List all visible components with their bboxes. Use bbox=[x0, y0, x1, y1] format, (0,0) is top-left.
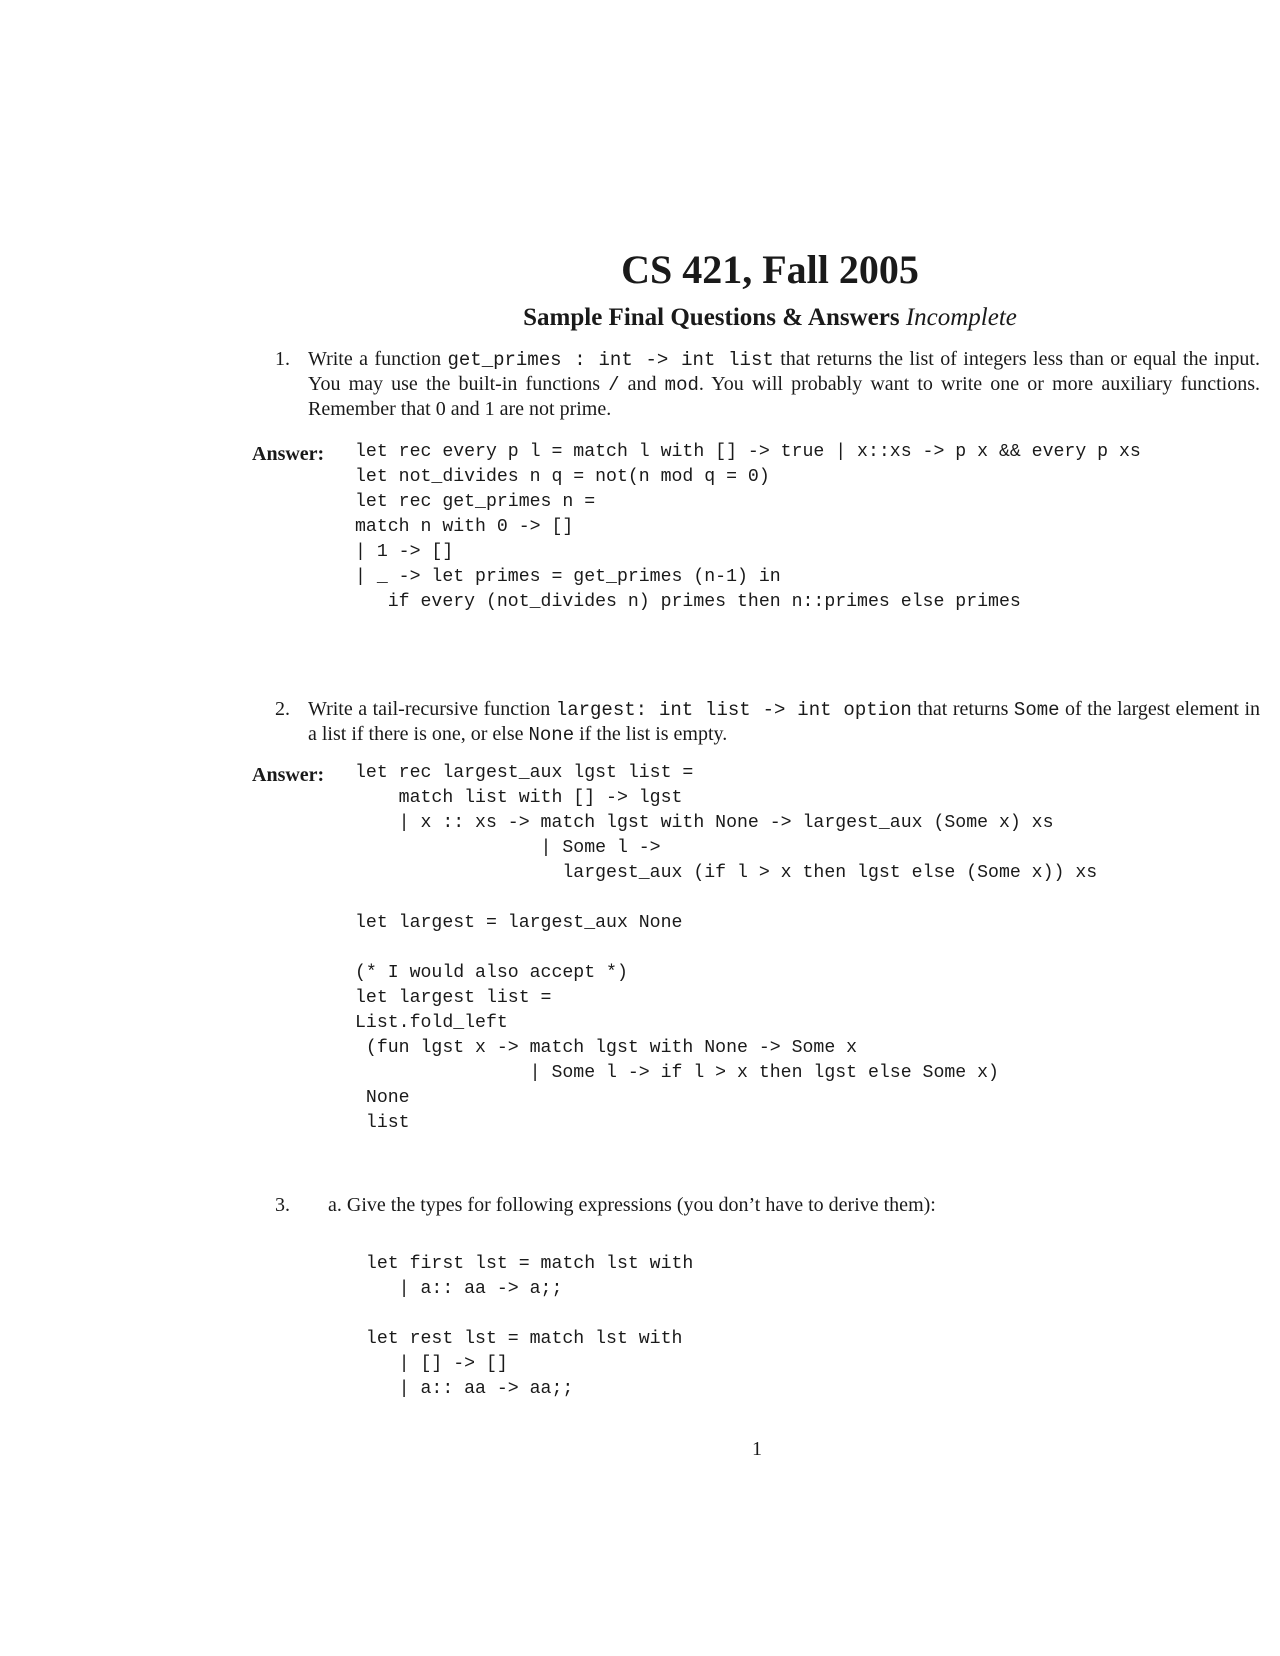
question-code-term: None bbox=[528, 724, 575, 746]
question-text-part: . You will probably want to write one or more auxiliary functions. Remember that 0 and 1 are not prime. bbox=[308, 373, 1260, 420]
question-text-part: and bbox=[619, 373, 665, 395]
question-number: 2. bbox=[275, 698, 290, 720]
question-1 bbox=[275, 347, 1260, 421]
question-2 bbox=[275, 697, 1260, 747]
answer-label: Answer: bbox=[252, 764, 325, 786]
question-text bbox=[308, 347, 1260, 421]
question-3-number: 3. bbox=[275, 1194, 290, 1216]
question-text-part: Write a tail-recursive function bbox=[308, 698, 556, 720]
question-signature: largest: int list -> int option bbox=[555, 699, 912, 721]
page-title: CS 421, Fall 2005 bbox=[621, 247, 919, 292]
question-text-part: that returns bbox=[911, 698, 1014, 720]
answer-code-block: let rec every p l = match l with [] -> true | x::xs -> p x && every p xs let not_divides n q = not(n mod q = 0) let rec get_primes n = match n with 0 -> [] | 1 -> [] | _ -> let primes = get_primes (n-1) in if every (not_divides n) primes then n::primes else primes bbox=[355, 442, 1141, 612]
question-code-term: / bbox=[608, 374, 620, 396]
question-code-term: mod bbox=[664, 374, 699, 396]
sub-question-text: Give the types for following expressions (you don’t have to derive them): bbox=[346, 1194, 936, 1216]
subtitle-main: Sample Final Questions & Answers bbox=[523, 304, 900, 331]
question-3-code-block: let first lst = match lst with | a:: aa -> a;; let rest lst = match lst with | [] -> [] | a:: aa -> aa;; bbox=[365, 1254, 694, 1399]
question-code-term: Some bbox=[1013, 699, 1060, 721]
question-number: 1. bbox=[275, 348, 290, 370]
subtitle-status: Incomplete bbox=[905, 304, 1017, 331]
page-number: 1 bbox=[752, 1438, 762, 1460]
answer-label: Answer: bbox=[252, 443, 325, 465]
question-text bbox=[308, 697, 1260, 747]
question-text-part: that returns the list of integers less than or equal the input. You may use the built-in functions bbox=[308, 348, 1260, 395]
question-3a-text bbox=[328, 1193, 936, 1217]
question-signature: get_primes : int -> int list bbox=[447, 349, 774, 371]
question-text-part: if the list is empty. bbox=[574, 723, 728, 745]
sub-question-label: a. bbox=[328, 1194, 342, 1216]
question-text-part: Write a function bbox=[308, 348, 448, 370]
question-text-part: of the largest element in a list if there is one, or else bbox=[308, 698, 1260, 745]
answer-code-block: let rec largest_aux lgst list = match list with [] -> lgst | x :: xs -> match lgst with None -> largest_aux (Some x) xs | Some l -> largest_aux (if l > x then lgst else (Some x)) xs let largest = largest_aux None (* I would also accept *) let largest list = List.fold_left (fun lgst x -> match lgst with None -> Some x | Some l -> if l > x then lgst else Some x) None list bbox=[355, 763, 1098, 1133]
page-subtitle bbox=[0, 303, 1280, 333]
